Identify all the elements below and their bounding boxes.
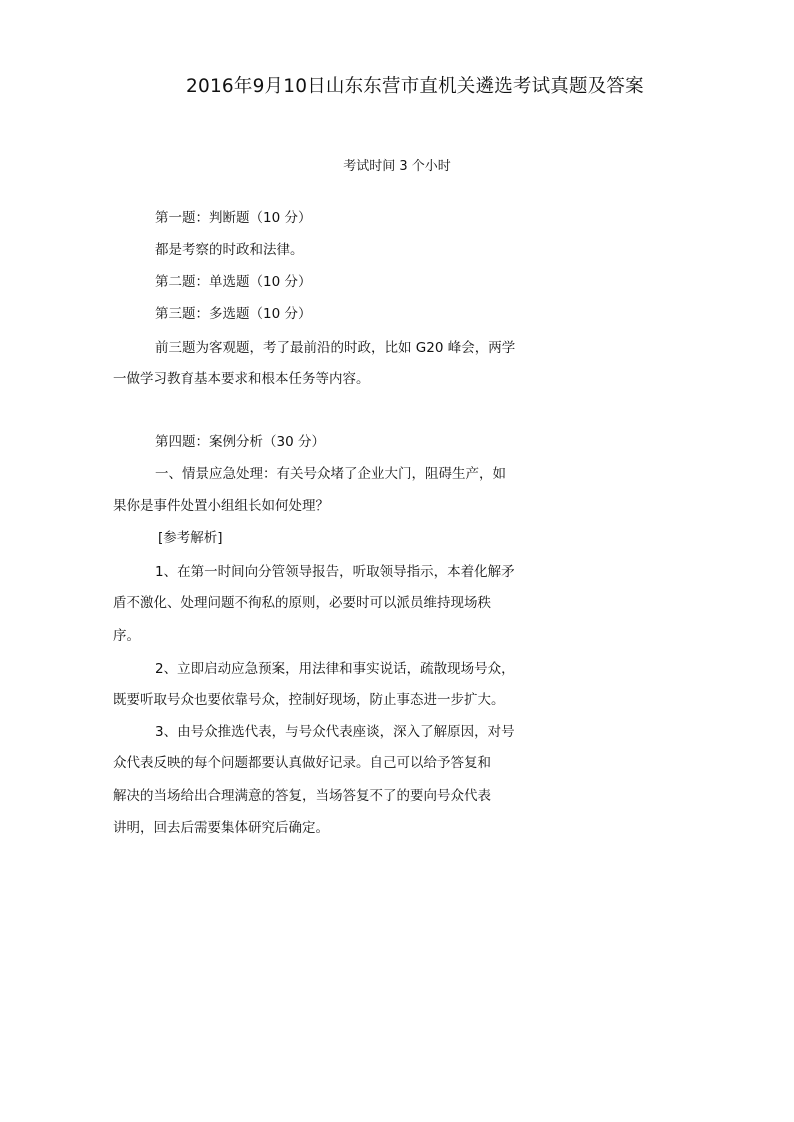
answer-2-line: 既要听取号众也要依靠号众，控制好现场，防止事态进一步扩大。 bbox=[113, 692, 505, 708]
answer-1-line: 序。 bbox=[113, 628, 140, 644]
section-3-heading: 第三题：多选题（10 分） bbox=[155, 306, 312, 322]
answer-2-line: 2、立即启动应急预案，用法律和事实说话，疏散现场号众， bbox=[155, 661, 515, 677]
paragraph-line: 一做学习教育基本要求和根本任务等内容。 bbox=[113, 371, 370, 387]
answer-1-line: 盾不激化、处理问题不徇私的原则，必要时可以派员维持现场秩 bbox=[113, 595, 491, 611]
section-4-heading: 第四题：案例分析（30 分） bbox=[155, 434, 325, 450]
answer-3-line: 解决的当场给出合理满意的答复，当场答复不了的要向号众代表 bbox=[113, 788, 491, 804]
answer-1-line: 1、在第一时间向分管领导报告，听取领导指示，本着化解矛 bbox=[155, 564, 515, 580]
answer-3-line: 众代表反映的每个问题都要认真做好记录。自己可以给予答复和 bbox=[113, 755, 491, 771]
section-2-heading: 第二题：单选题（10 分） bbox=[155, 274, 312, 290]
answer-3-line: 3、由号众推选代表，与号众代表座谈，深入了解原因，对号 bbox=[155, 724, 515, 740]
document-title: 2016年9月10日山东东营市直机关遴选考试真题及答案 bbox=[186, 76, 644, 97]
answer-3-line: 讲明，回去后需要集体研究后确定。 bbox=[113, 820, 329, 836]
paragraph-line: 都是考察的时政和法律。 bbox=[155, 242, 304, 258]
exam-duration: 考试时间 3 个小时 bbox=[343, 159, 451, 174]
paragraph-line: 前三题为客观题，考了最前沿的时政，比如 G20 峰会，两学 bbox=[155, 340, 516, 356]
section-1-heading: 第一题：判断题（10 分） bbox=[155, 210, 312, 226]
question-line: 果你是事件处置小组组长如何处理？ bbox=[113, 498, 329, 514]
question-line: 一、情景应急处理：有关号众堵了企业大门，阻碍生产，如 bbox=[155, 466, 506, 482]
reference-heading: [参考解析] bbox=[158, 530, 223, 546]
